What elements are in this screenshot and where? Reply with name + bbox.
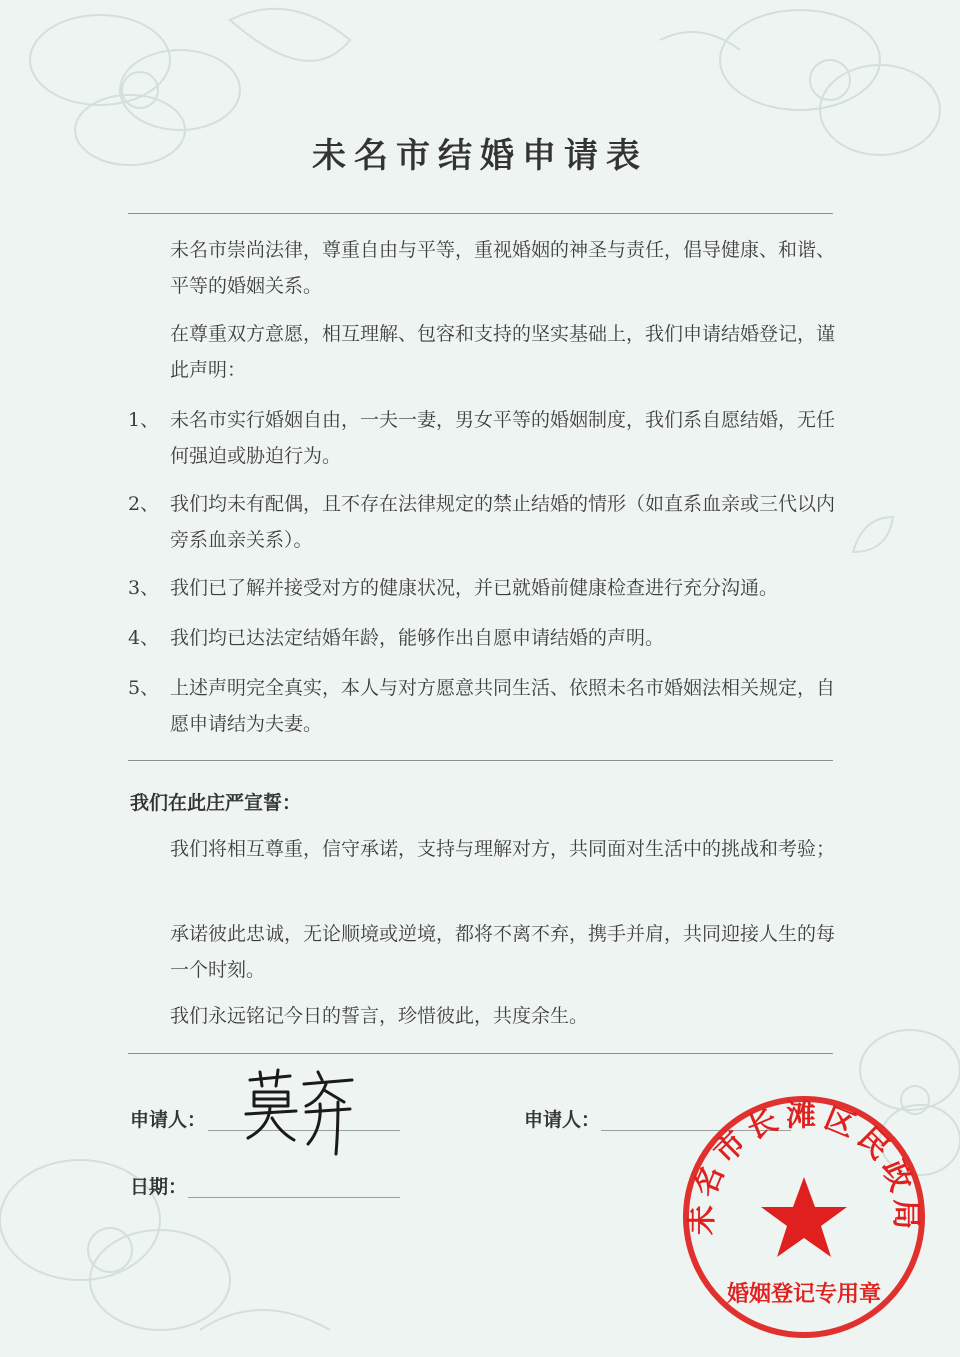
oath-paragraph: 我们永远铭记今日的誓言，珍惜彼此，共度余生。 — [170, 1005, 589, 1027]
intro-paragraph: 在尊重双方意愿，相互理解、包容和支持的坚实基础上，我们申请结婚登记，谨此声明： — [170, 323, 836, 381]
declaration-text: 我们已了解并接受对方的健康状况，并已就婚前健康检查进行充分沟通。 — [170, 577, 779, 599]
declaration-number: 5、 — [128, 677, 160, 699]
declaration-text: 我们均未有配偶，且不存在法律规定的禁止结婚的情形（如直系血亲或三代以内旁系血亲关系）。 — [170, 493, 836, 551]
intro-paragraph: 未名市崇尚法律，尊重自由与平等，重视婚姻的神圣与责任，倡导健康、和谐、平等的婚姻关系。 — [170, 239, 836, 297]
seal-text: 未名市长滩区民政局 — [684, 1098, 924, 1236]
oath-paragraph: 承诺彼此忠诚，无论顺境或逆境，都将不离不弃，携手并肩，共同迎接人生的每一个时刻。 — [170, 923, 836, 981]
seal-star-icon — [761, 1177, 847, 1257]
applicant-label: 申请人： — [524, 1109, 601, 1131]
declaration-text: 上述声明完全真实，本人与对方愿意共同生活、依照未名市婚姻法相关规定，自愿申请结为夫妻。 — [170, 677, 836, 735]
flower-decoration — [0, 0, 400, 240]
date-label: 日期： — [130, 1176, 188, 1198]
flower-decoration — [600, 0, 960, 220]
declaration-number: 3、 — [128, 577, 160, 599]
divider — [128, 760, 833, 761]
handwritten-signature — [240, 1068, 360, 1158]
declaration-text: 未名市实行婚姻自由，一夫一妻，男女平等的婚姻制度，我们系自愿结婚，无任何强迫或胁迫行为。 — [170, 409, 836, 467]
declaration-number: 1、 — [128, 409, 160, 431]
applicant-label: 申请人： — [130, 1109, 207, 1131]
divider — [128, 1053, 833, 1054]
date-line[interactable] — [188, 1197, 400, 1198]
seal-subtext: 婚姻登记专用章 — [726, 1281, 882, 1307]
petal-decoration — [848, 512, 898, 562]
official-seal — [680, 1093, 928, 1341]
oath-paragraph: 我们将相互尊重，信守承诺，支持与理解对方，共同面对生活中的挑战和考验； — [170, 838, 836, 860]
declaration-number: 2、 — [128, 493, 160, 515]
oath-heading: 我们在此庄严宣誓： — [130, 792, 302, 814]
page-title: 未名市结婚申请表 — [312, 136, 648, 176]
declaration-number: 4、 — [128, 627, 160, 649]
divider — [128, 213, 833, 214]
declaration-text: 我们均已达法定结婚年龄，能够作出自愿申请结婚的声明。 — [170, 627, 665, 649]
